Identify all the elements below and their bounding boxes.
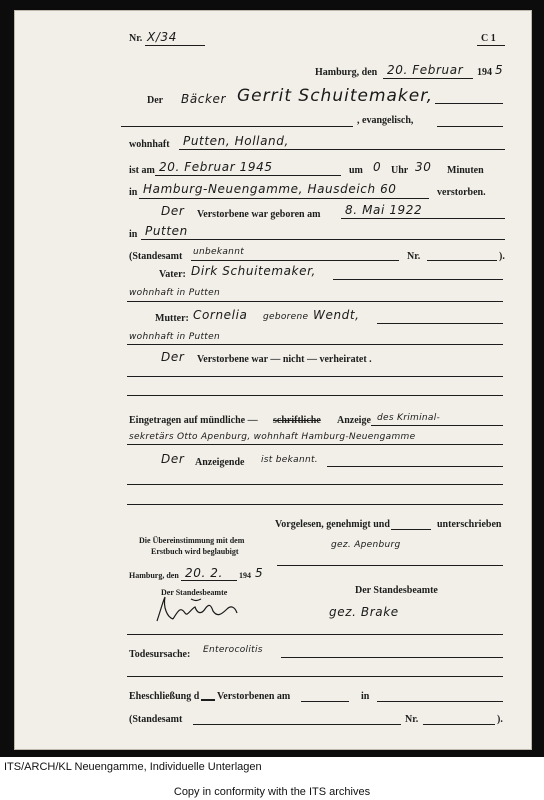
religion: , evangelisch, [357, 115, 414, 126]
anzeigende-underline [327, 466, 503, 467]
marital-line-1 [127, 376, 503, 377]
mother-maiden-name: Wendt, [313, 308, 360, 322]
gez-brake: gez. Brake [329, 605, 399, 619]
der-prefix: Der [147, 95, 164, 106]
death-certificate-sheet [14, 10, 532, 750]
registration-date: 20. Februar [387, 63, 464, 77]
residence-label: wohnhaft [129, 139, 170, 150]
entry-line-3 [127, 484, 503, 485]
father-residence-underline [127, 301, 503, 302]
conformity-line-2: Erstbuch wird beglaubigt [151, 547, 239, 556]
nr-label: Nr. [129, 33, 143, 44]
form-code-underline [477, 45, 505, 46]
death-place: Hamburg-Neuengamme, Hausdeich 60 [143, 182, 397, 196]
standesamt-underline [191, 260, 399, 261]
father-name: Dirk Schuitemaker, [191, 264, 316, 278]
mother-label: Mutter: [155, 313, 189, 324]
anzeigende-der-hand: Der [161, 452, 185, 466]
year-hand: 5 [495, 63, 504, 77]
cert-year-print: 194 [239, 571, 251, 580]
entry-line-4 [127, 504, 503, 505]
religion-underline [437, 126, 503, 127]
geborene: geborene [263, 312, 309, 322]
cause-label: Todesursache: [129, 649, 191, 660]
informant-sig-underline [277, 565, 503, 566]
birth-date: 8. Mai 1922 [345, 203, 423, 217]
blank-line [121, 126, 353, 127]
entry-struck: schriftliche [273, 415, 321, 426]
marriage-nr-label: Nr. [405, 714, 419, 725]
entry-anzeige: Anzeige [337, 415, 371, 426]
mother-residence-underline [127, 344, 503, 345]
certification-date: 20. 2. [185, 566, 223, 580]
birth-place: Putten [145, 224, 188, 238]
marriage-standesamt-underline [193, 724, 401, 725]
marriage-dash [201, 699, 215, 701]
death-date: 20. Februar 1945 [159, 160, 273, 174]
entry-hand-1: des Kriminal- [377, 413, 441, 423]
minuten-label: Minuten [447, 165, 484, 176]
in-label: in [129, 187, 138, 198]
birth-der-hand: Der [161, 204, 185, 218]
death-minutes: 30 [415, 160, 432, 174]
marriage-standesamt-label: (Standesamt [129, 714, 183, 725]
cause-value: Enterocolitis [203, 645, 263, 655]
archive-caption: ITS/ARCH/KL Neuengamme, Individuelle Unterlagen [4, 761, 262, 773]
cause-underline [281, 657, 503, 658]
cert-year-hand: 5 [255, 566, 264, 580]
cause-line-2 [127, 676, 503, 677]
date-underline [383, 78, 473, 79]
signature-line [127, 634, 503, 635]
birth-in-label: in [129, 229, 138, 240]
standesamt-value: unbekannt [193, 247, 245, 257]
entry-underline-2 [127, 444, 503, 445]
residence-underline [179, 149, 505, 150]
form-code: C 1 [481, 33, 496, 44]
birth-date-underline [341, 218, 505, 219]
marriage-close: ). [497, 714, 503, 725]
ist-bekannt: ist bekannt. [261, 455, 318, 465]
uhr-label: Uhr [391, 165, 409, 176]
marital-text: Verstorbene war — nicht — verheiratet . [197, 354, 372, 365]
marriage-label-2: Verstorbenen am [217, 691, 291, 702]
marriage-place-underline [377, 701, 503, 702]
year-print: 194 [477, 67, 492, 78]
registrar-signature [151, 595, 251, 625]
marriage-date-underline [301, 701, 349, 702]
marriage-label: Eheschließung d [129, 691, 200, 702]
residence: Putten, Holland, [183, 134, 289, 148]
vorgelesen-underline [391, 529, 431, 530]
registrar-right-label: Der Standesbeamte [355, 585, 438, 596]
father-label: Vater: [159, 269, 186, 280]
birth-place-underline [141, 239, 505, 240]
anzeigende-label: Anzeigende [195, 457, 245, 468]
deceased-name: Gerrit Schuitemaker, [237, 86, 434, 106]
marriage-in-label: in [361, 691, 370, 702]
entry-text: Eingetragen auf mündliche — [129, 415, 258, 426]
conformity-line-1: Die Übereinstimmung mit dem [139, 536, 245, 545]
unterschrieben-label: unterschrieben [437, 519, 502, 530]
hamburg-den-label: Hamburg, den [129, 571, 179, 580]
nr-label-birth: Nr. [407, 251, 421, 262]
entry-hand-2: sekretärs Otto Apenburg, wohnhaft Hamburg-Neuengamme [129, 432, 416, 442]
registrar-left-label: Der Standesbeamte [161, 588, 228, 597]
mother-underline [377, 323, 503, 324]
vorgelesen-label: Vorgelesen, genehmigt und [275, 519, 390, 530]
occupation: Bäcker [181, 92, 227, 106]
cert-date-underline [181, 580, 237, 581]
marriage-nr-underline [423, 724, 495, 725]
nr-underline [145, 45, 205, 46]
birth-text: Verstorbene war geboren am [197, 209, 321, 220]
entry-underline-1 [371, 425, 503, 426]
death-date-underline [155, 175, 341, 176]
father-underline [333, 279, 503, 280]
marital-line-2 [127, 395, 503, 396]
standesamt-label: (Standesamt [129, 251, 183, 262]
verstorben-label: verstorben. [437, 187, 486, 198]
city-date-label: Hamburg, den [315, 67, 378, 78]
copy-notice: Copy in conformity with the ITS archives [173, 786, 371, 798]
um-label: um [349, 165, 363, 176]
father-residence: wohnhaft in Putten [129, 288, 220, 298]
birth-close: ). [499, 251, 505, 262]
informant-signature: gez. Apenburg [331, 540, 401, 550]
death-hour: 0 [373, 160, 382, 174]
name-underline [435, 103, 503, 104]
nr-value: X/34 [147, 30, 177, 44]
death-on-label: ist am [129, 165, 155, 176]
death-place-underline [139, 198, 429, 199]
nr-birth-underline [427, 260, 497, 261]
mother-name: Cornelia [193, 308, 248, 322]
marital-der-hand: Der [161, 350, 185, 364]
mother-residence: wohnhaft in Putten [129, 332, 220, 342]
